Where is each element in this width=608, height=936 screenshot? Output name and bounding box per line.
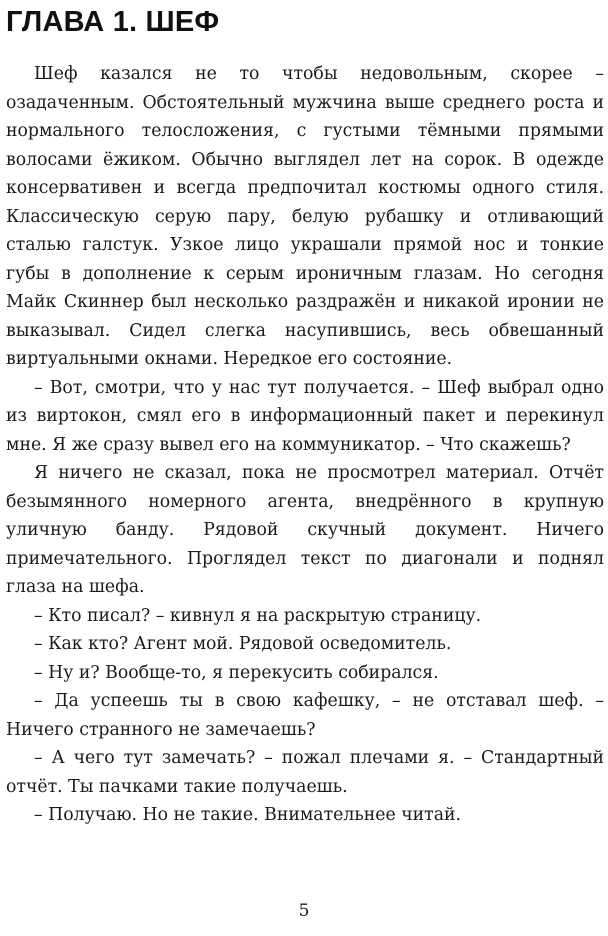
paragraph-4: – Кто писал? – кивнул я на раскрытую страницу. — [34, 605, 482, 626]
chapter-title: ГЛАВА 1. ШЕФ — [6, 6, 220, 38]
paragraph-8: – А чего тут замечать? – пожал плечами я. – Стандартный отчёт. Ты пачками такие получаешь. — [6, 748, 604, 797]
paragraph-6: – Ну и? Вообще-то, я перекусить собирался. — [34, 662, 439, 683]
paragraph-2: – Вот, смотри, что у нас тут получается. – Шеф выбрал одно из виртокон, смял его в информационный пакет и перекинул мне. Я же сразу вывел его на коммуникатор. – Что скажешь? — [6, 377, 604, 455]
paragraph-3: Я ничего не сказал, пока не просмотрел материал. Отчёт безымянного номерного агента, внедрённого в крупную уличную банду. Рядовой скучный документ. Ничего примечательного. Проглядел текст по диагонали и поднял глаза на шефа. — [6, 463, 604, 597]
paragraph-7: – Да успеешь ты в свою кафешку, – не отставал шеф. – Ничего странного не замечаешь? — [6, 691, 604, 740]
chapter-body — [6, 60, 604, 830]
paragraph-1: Шеф казался не то чтобы недовольным, скорее – озадаченным. Обстоятельный мужчина выше среднего роста и нормального телосложения, с густыми тёмными прямыми волосами ёжиком. Обычно выглядел лет на сорок. В одежде консервативен и всегда предпочитал костюмы одного стиля. Классическую серую пару, белую рубашку и отливающий сталью галстук. Узкое лицо украшали прямой нос и тонкие губы в дополнение к серым ироничным глазам. Но сегодня Майк Скиннер был несколько раздражён и никакой иронии не выказывал. Сидел слегка насупившись, весь обвешанный виртуальными окнами. Нередкое его состояние. — [6, 64, 604, 369]
paragraph-5: – Как кто? Агент мой. Рядовой осведомитель. — [34, 634, 452, 654]
paragraph-9: – Получаю. Но не такие. Внимательнее читай. — [34, 805, 462, 825]
page-number: 5 — [298, 901, 310, 921]
